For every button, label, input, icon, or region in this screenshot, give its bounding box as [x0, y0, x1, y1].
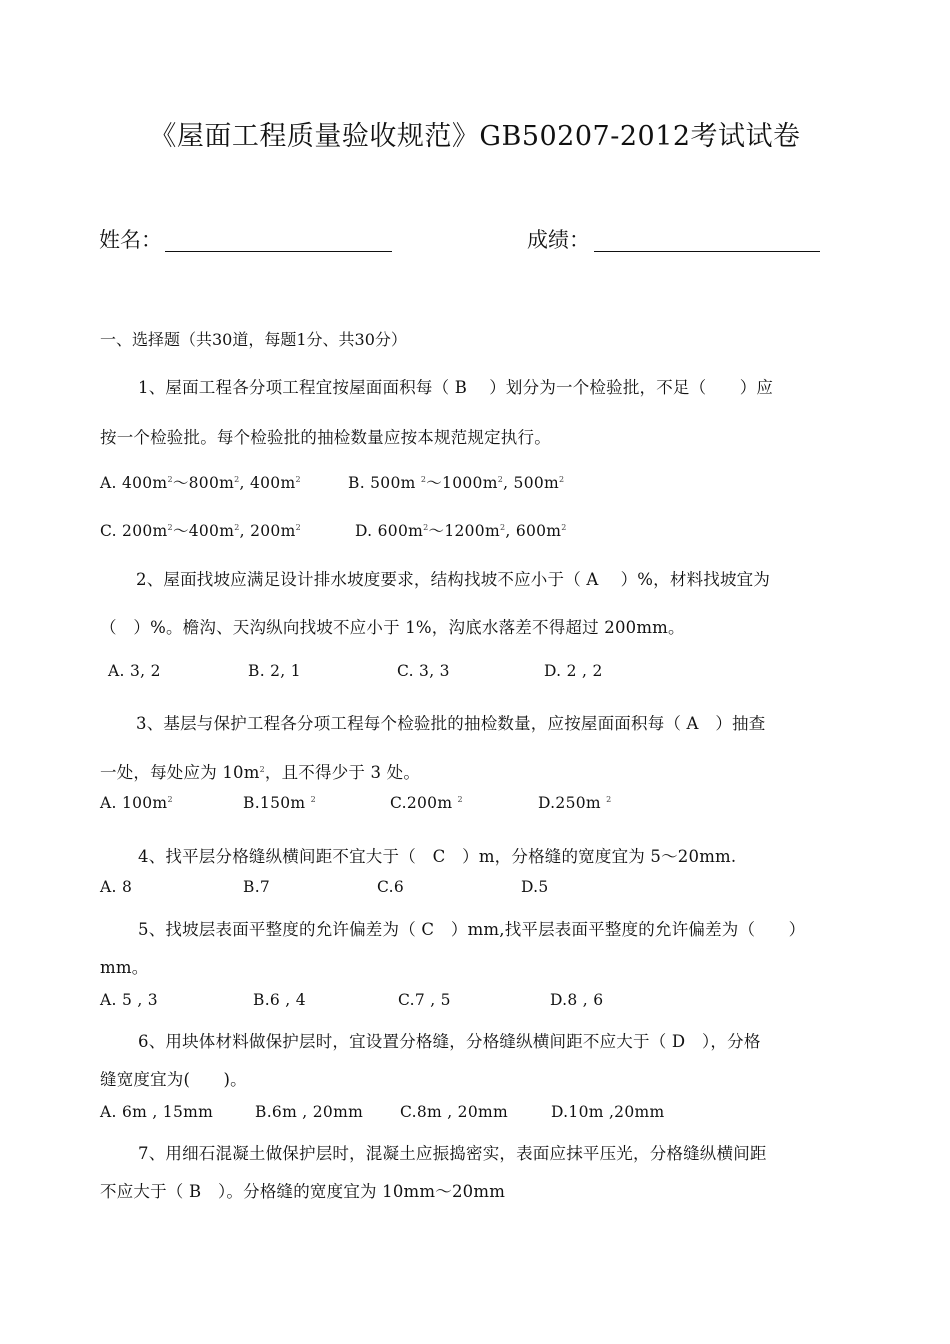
question-4-option-c: C.6 — [377, 878, 404, 896]
question-3-option-b: B.150m $^2$ — [243, 794, 317, 812]
question-1-option-a: A. $400m^2\sim 800m^2$, $400m^2$ — [100, 474, 301, 492]
question-7-line-2: 不应大于（ B ）。分格缝的宽度宜为 10mm～20mm — [100, 1182, 506, 1201]
score-field[interactable] — [594, 251, 820, 252]
question-5-option-d: D.8 , 6 — [550, 991, 604, 1009]
question-1-option-c: C. $200m^2\sim 400m^2$, $200m^2$ — [100, 522, 301, 540]
question-3-line-1: 3、基层与保护工程各分项工程每个检验批的抽检数量，应按屋面面积每（ A ）抽查 — [136, 714, 766, 733]
question-4-option-a: A. 8 — [100, 878, 133, 896]
question-1-line-2: 按一个检验批。每个检验批的抽检数量应按本规范规定执行。 — [100, 428, 551, 447]
question-6-option-d: D.10m ,20mm — [551, 1103, 665, 1121]
section-heading: 一、选择题（共30道，每题1分、共30分） — [100, 330, 407, 349]
question-2-line-2: （ ）%。檐沟、天沟纵向找坡不应小于 1%，沟底水落差不得超过 200mm。 — [100, 618, 685, 637]
question-2-option-d: D. 2 , 2 — [544, 662, 603, 680]
question-6-option-b: B.6m , 20mm — [255, 1103, 364, 1121]
question-5-option-c: C.7 , 5 — [398, 991, 451, 1009]
question-4-option-d: D.5 — [521, 878, 549, 896]
question-1-option-d: D. $600m^2\sim 1200m^2$, $600m^2$ — [355, 522, 567, 540]
question-2-option-a: A. 3, 2 — [108, 662, 161, 680]
question-2-option-b: B. 2, 1 — [248, 662, 301, 680]
question-6-option-c: C.8m , 20mm — [400, 1103, 508, 1121]
name-field[interactable] — [165, 251, 392, 252]
question-5-line-2: mm。 — [100, 958, 149, 977]
question-3-line-2: 一处，每处应为 $10m^2$，且不得少于 3 处。 — [100, 763, 421, 782]
question-4-line-1: 4、找平层分格缝纵横间距不宜大于（ C ）m，分格缝的宽度宜为 5～20mm. — [138, 847, 737, 866]
score-label: 成绩： — [527, 228, 590, 252]
question-1-option-b: B. 500m $^2\sim 1000m^2$, $500m^2$ — [348, 474, 565, 492]
question-5-option-a: A. 5 , 3 — [100, 991, 158, 1009]
question-5-line-1: 5、找坡层表面平整度的允许偏差为（ C ）mm,找平层表面平整度的允许偏差为（ ） — [138, 920, 806, 939]
question-2-option-c: C. 3, 3 — [397, 662, 450, 680]
question-4-option-b: B.7 — [243, 878, 271, 896]
name-label: 姓名： — [99, 228, 162, 252]
question-6-option-a: A. 6m , 15mm — [100, 1103, 214, 1121]
question-2-line-1: 2、屋面找坡应满足设计排水坡度要求，结构找坡不应小于（ A ）%，材料找坡宜为 — [136, 570, 771, 589]
page-title: 《屋面工程质量验收规范》GB50207-2012考试试卷 — [149, 121, 801, 152]
question-7-line-1: 7、用细石混凝土做保护层时，混凝土应振捣密实，表面应抹平压光，分格缝纵横间距 — [138, 1144, 767, 1163]
question-6-line-2: 缝宽度宜为( )。 — [100, 1070, 247, 1089]
question-6-line-1: 6、用块体材料做保护层时，宜设置分格缝，分格缝纵横间距不应大于（ D ），分格 — [138, 1032, 761, 1051]
question-3-option-c: C.200m $^2$ — [390, 794, 463, 812]
question-1-line-1: 1、屋面工程各分项工程宜按屋面面积每（ B ）划分为一个检验批，不足（ ）应 — [138, 378, 774, 397]
question-3-option-a: A. $100m^2$ — [100, 794, 173, 812]
question-5-option-b: B.6 , 4 — [253, 991, 306, 1009]
question-3-option-d: D.250m $^2$ — [538, 794, 612, 812]
